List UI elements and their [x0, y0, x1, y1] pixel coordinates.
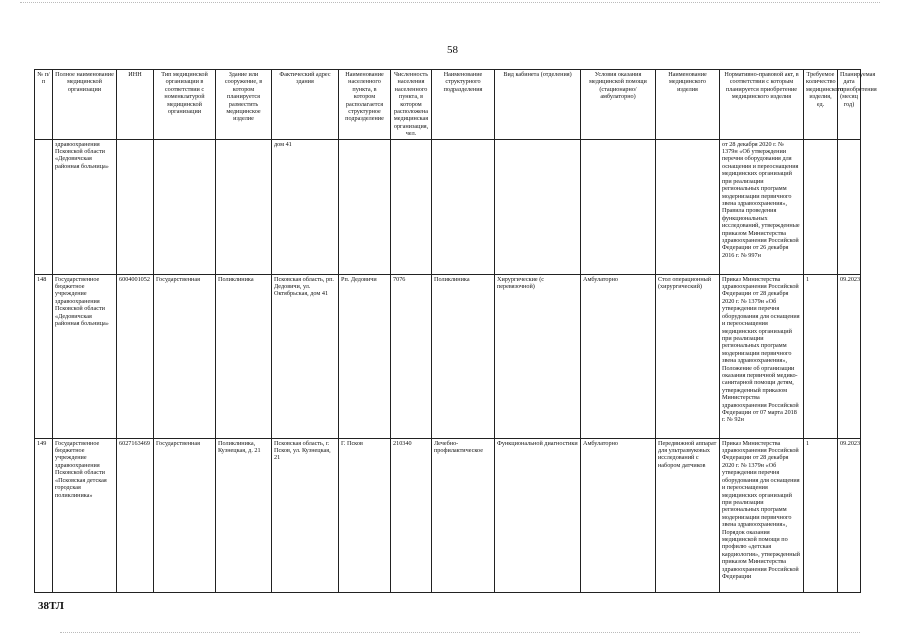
cell-address: Псковская область, г. Псков, ул. Кузнецкая, 21: [272, 438, 339, 592]
cell-address: Псковская область, рп. Дедовичи, ул. Октябрьская, дом 41: [272, 274, 339, 438]
cell-cabinet: [495, 139, 581, 274]
cell-building: [216, 139, 272, 274]
cell-building: Поликлиника: [216, 274, 272, 438]
cell-device: Передвижной аппарат для ультразвуковых исследований с набором датчиков: [656, 438, 720, 592]
page-number: 58: [447, 44, 458, 56]
equipment-table: [34, 69, 877, 593]
cell-date: 09.2023: [838, 274, 861, 438]
table-row: [35, 139, 861, 274]
cell-population: 7076: [391, 274, 432, 438]
cell-building: Поликлиника, Кузнецкая, д. 21: [216, 438, 272, 592]
table-row: [35, 274, 861, 438]
header-locality: Наименование населенного пункта, в котором располагается структурное подразделение: [339, 70, 391, 140]
scan-edge-bottom: [60, 632, 860, 634]
header-qty: Требуемое количество медицинского изделия, ед.: [804, 70, 838, 140]
cell-org: Государственное бюджетное учреждение здравоохранения Псковской области «Псковская детская городская поликлиника»: [53, 438, 117, 592]
cell-qty: 1: [804, 438, 838, 592]
cell-device: Стол операционный (хирургический): [656, 274, 720, 438]
header-unit: Наименование структурного подразделения: [432, 70, 495, 140]
cell-unit: [432, 139, 495, 274]
cell-num: 148: [35, 274, 53, 438]
header-device: Наименование медицинского изделия: [656, 70, 720, 140]
header-cabinet: Вид кабинета (отделения): [495, 70, 581, 140]
header-org: Полное наименование медицинской организации: [53, 70, 117, 140]
cell-org: Государственное бюджетное учреждение здравоохранения Псковской области «Дедовичская районная больница»: [53, 274, 117, 438]
header-date: Планируемая дата приобретения (месяц год): [838, 70, 861, 140]
cell-conditions: Амбулаторно: [581, 438, 656, 592]
header-building: Здание или сооружение, в котором планируется разместить медицинское изделие: [216, 70, 272, 140]
cell-locality: [339, 139, 391, 274]
cell-conditions: [581, 139, 656, 274]
cell-device: [656, 139, 720, 274]
header-type: Тип медицинской организации в соответствии с номенклатурой медицинской организации: [154, 70, 216, 140]
cell-inn: 6027163469: [117, 438, 154, 592]
cell-inn: 6004001052: [117, 274, 154, 438]
cell-unit: Поликлиника: [432, 274, 495, 438]
cell-act: Приказ Министерства здравоохранения Российской Федерации от 28 декабря 2020 г. № 1379н «Об утверждении перечня оборудования для оснащения и переоснащения медицинских организаций при реализации региональных программ модернизации первичного звена здравоохранения», Порядок оказания медицинской помощи по профилю «детская кардиология», утвержденный приказом Министерства здравоохранения Российской Федерации: [720, 438, 804, 592]
cell-act: Приказ Министерства здравоохранения Российской Федерации от 28 декабря 2020 г. № 1379н «Об утверждении перечня оборудования для оснащения и переоснащения медицинских организаций при реализации региональных программ модернизации первичного звена здравоохранения», Положение об организации оказания первичной медико-санитарной помощи детям, утвержденный приказом Министерства здравоохранения Российской Федерации от 07 марта 2018 г. № 92н: [720, 274, 804, 438]
cell-unit: Лечебно-профилактическое: [432, 438, 495, 592]
cell-type: [154, 139, 216, 274]
cell-act: от 28 декабря 2020 г. № 1379н «Об утверждении перечня оборудования для оснащения и переоснащения медицинских организаций при реализации региональных программ модернизации первичного звена здравоохранения», Правила проведения функциональных исследований, утвержденные приказом Министерства здравоохранения Российской Федерации от 26 декабря 2016 г. № 997н: [720, 139, 804, 274]
footer-mark: 38ТЛ: [38, 600, 64, 612]
cell-date: [838, 139, 861, 274]
header-inn: ИНН: [117, 70, 154, 140]
cell-num: [35, 139, 53, 274]
cell-locality: Г. Псков: [339, 438, 391, 592]
header-address: Фактический адрес здания: [272, 70, 339, 140]
cell-locality: Рп. Дедовичи: [339, 274, 391, 438]
header-num: № п/п: [35, 70, 53, 140]
cell-conditions: Амбулаторно: [581, 274, 656, 438]
cell-type: Государственная: [154, 274, 216, 438]
scan-edge-top: [20, 2, 880, 4]
header-population: Численность населения населенного пункта, в котором расположена медицинская организация, чел.: [391, 70, 432, 140]
cell-cabinet: Функциональной диагностики: [495, 438, 581, 592]
cell-qty: [804, 139, 838, 274]
cell-cabinet: Хирургические (с перевязочной): [495, 274, 581, 438]
cell-population: 210340: [391, 438, 432, 592]
cell-num: 149: [35, 438, 53, 592]
header-act: Нормативно-правовой акт, в соответствии с которым планируется приобретение медицинского изделия: [720, 70, 804, 140]
cell-type: Государственная: [154, 438, 216, 592]
table-header-row: [35, 70, 861, 140]
cell-qty: 1: [804, 274, 838, 438]
table-row: [35, 438, 861, 592]
header-conditions: Условия оказания медицинской помощи (стационарно/ амбулаторно): [581, 70, 656, 140]
cell-address: дом 41: [272, 139, 339, 274]
cell-population: [391, 139, 432, 274]
cell-inn: [117, 139, 154, 274]
cell-org: здравоохранения Псковской области «Дедовичская районная больница»: [53, 139, 117, 274]
cell-date: 09.2023: [838, 438, 861, 592]
